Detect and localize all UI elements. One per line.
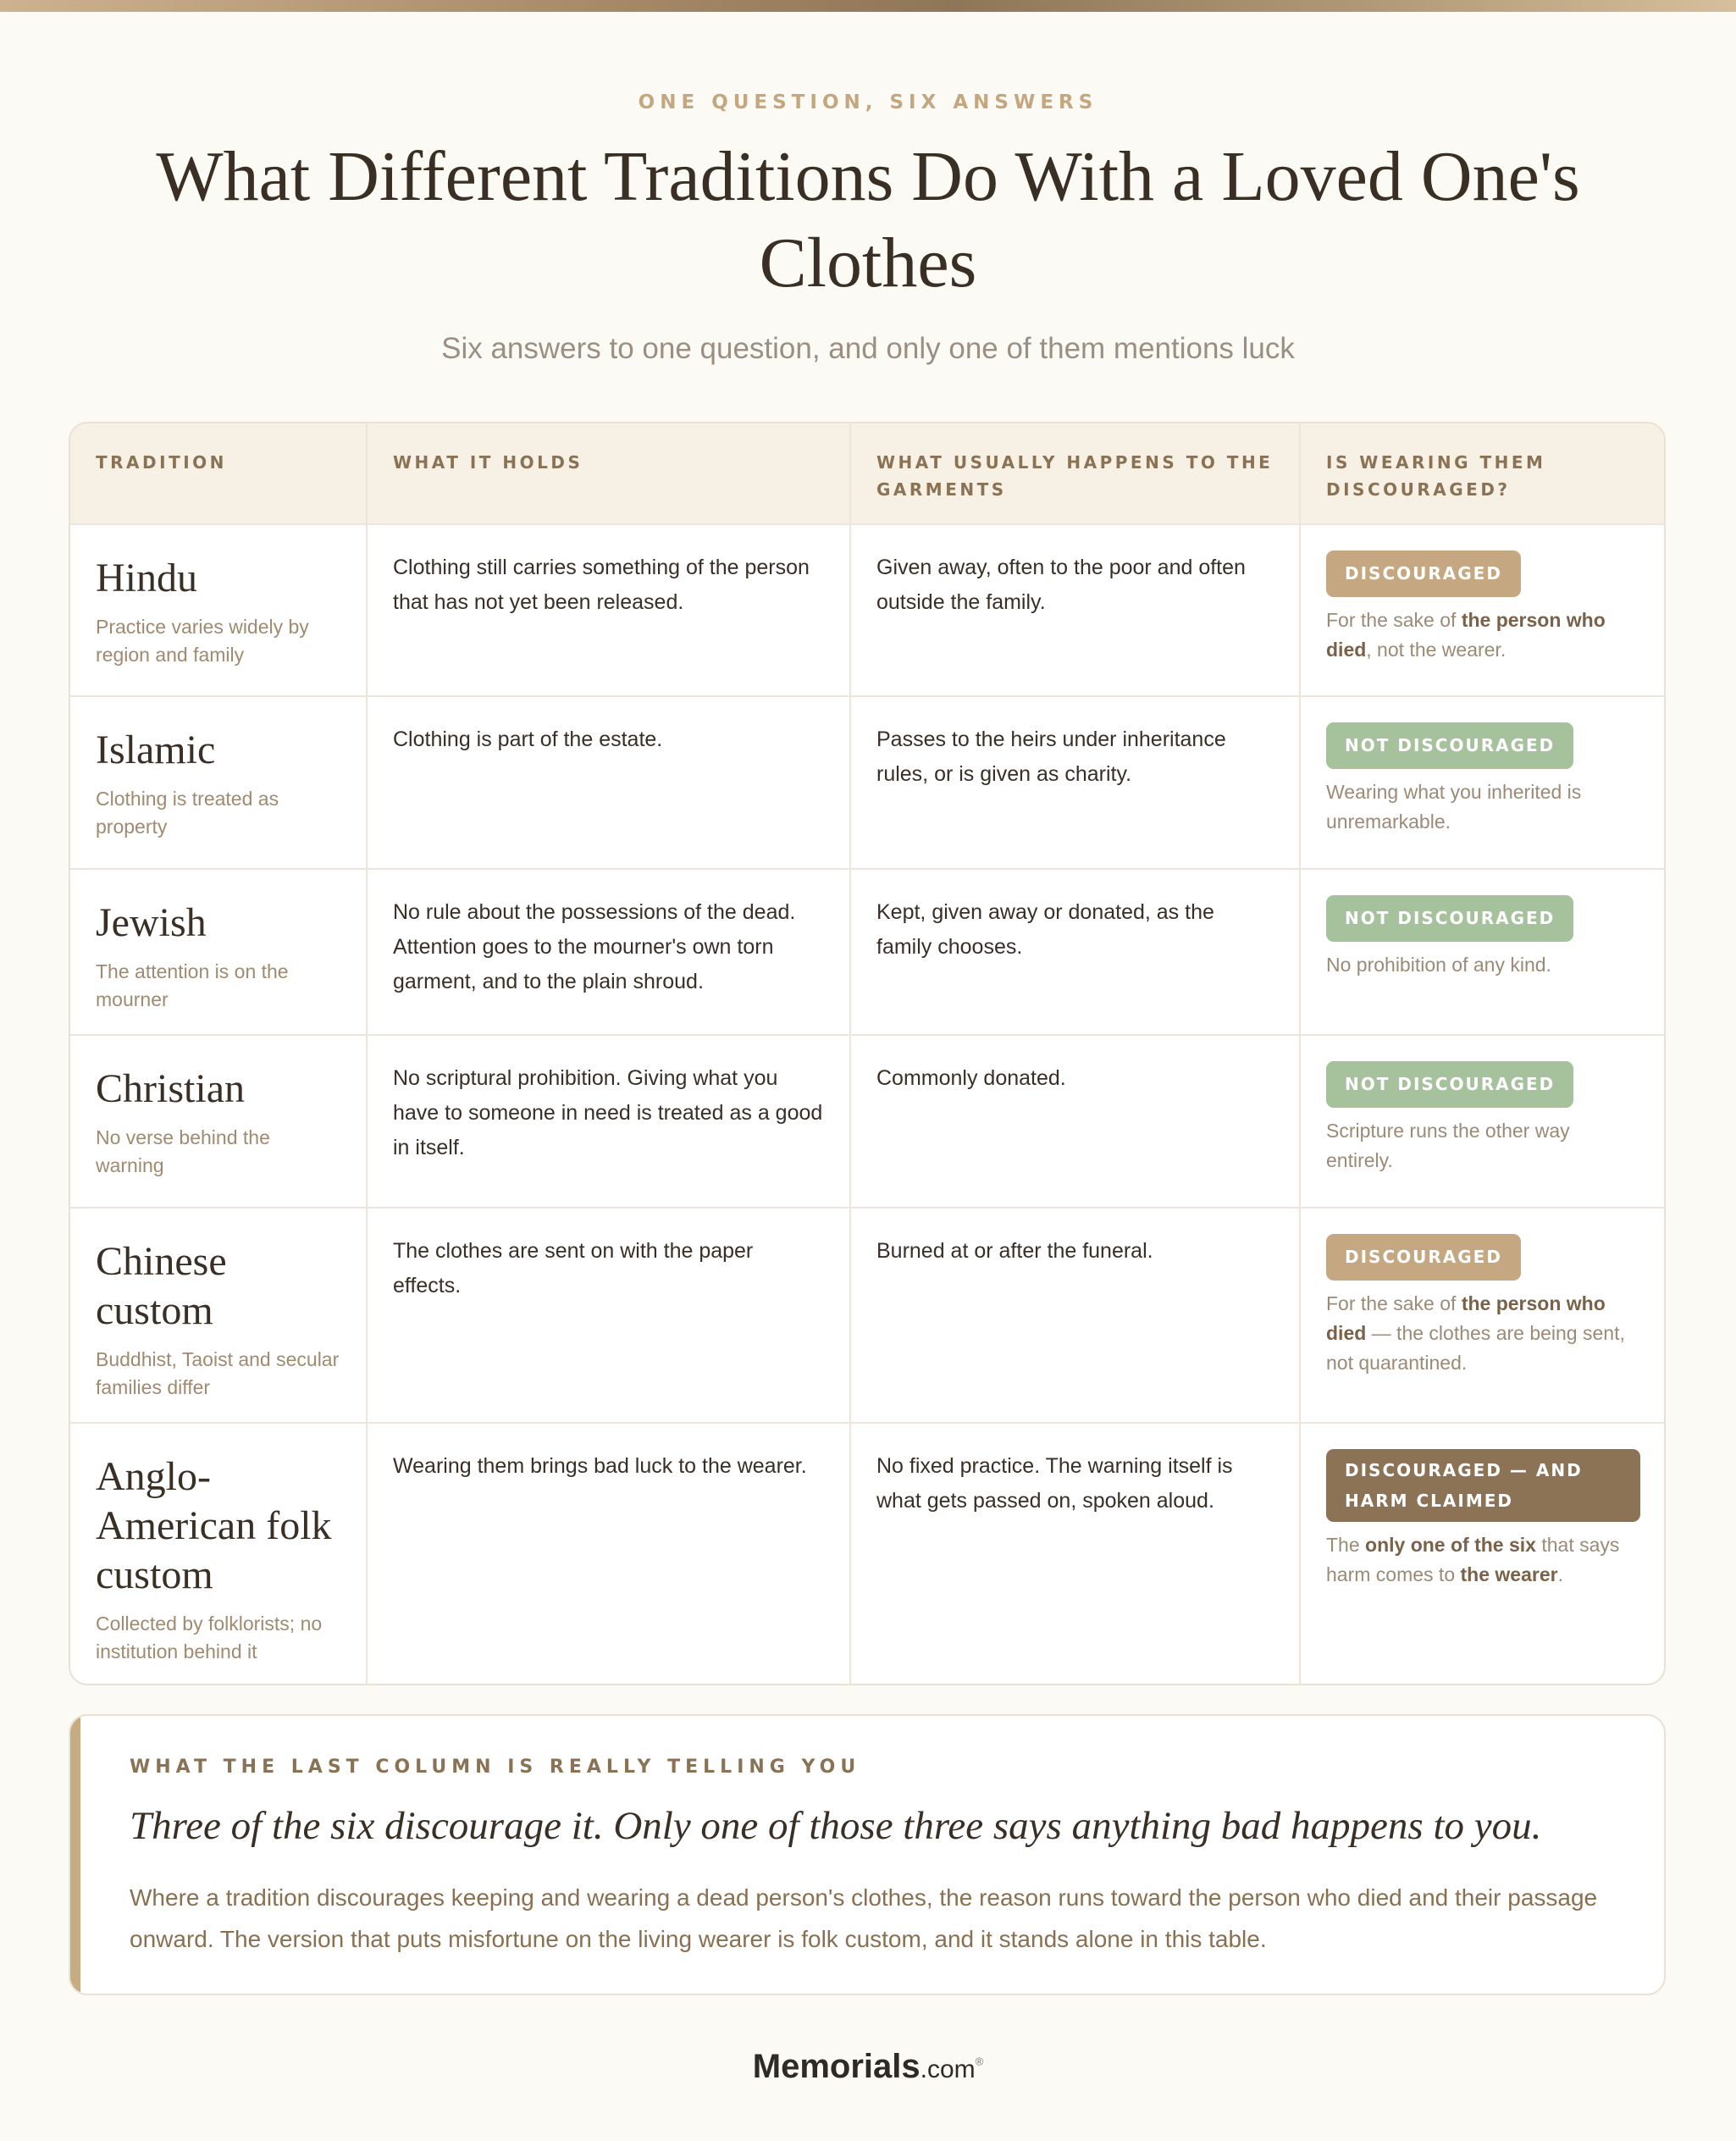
traditions-table bbox=[69, 422, 1666, 1685]
callout-body: Where a tradition discourages keeping and wearing a dead person's clothes, the reason runs toward the person who died and their passage onward. The version that puts misfortune on the living wearer is folk custom, and it stands alone in this table. bbox=[130, 1884, 1598, 1952]
status-badge: DISCOURAGED — AND HARM CLAIMED bbox=[1326, 1449, 1640, 1522]
tradition-note: Buddhist, Taoist and secular families differ bbox=[96, 1348, 340, 1398]
holds-cell: Clothing still carries something of the person that has not yet been released. bbox=[368, 525, 851, 697]
tradition-cell-jewish bbox=[70, 870, 368, 1036]
happens-cell: Given away, often to the poor and often outside the family. bbox=[851, 525, 1301, 697]
tradition-name: Christian bbox=[96, 1066, 245, 1111]
happens-cell: Kept, given away or donated, as the family chooses. bbox=[851, 870, 1301, 1036]
logo-tld: .com bbox=[920, 2055, 976, 2083]
status-badge: DISCOURAGED bbox=[1326, 550, 1521, 597]
verdict-cell bbox=[1301, 870, 1664, 1036]
summary-callout bbox=[69, 1714, 1666, 1995]
tradition-name: Chinese custom bbox=[96, 1239, 227, 1333]
status-badge: NOT DISCOURAGED bbox=[1326, 895, 1573, 942]
happens-cell: Commonly donated. bbox=[851, 1036, 1301, 1209]
tradition-note: Practice varies widely by region and family bbox=[96, 616, 309, 666]
verdict-note: Scripture runs the other way entirely. bbox=[1326, 1120, 1570, 1171]
tradition-cell-anglo-american bbox=[70, 1424, 368, 1685]
status-badge: DISCOURAGED bbox=[1326, 1234, 1521, 1281]
verdict-note: The only one of the six that says harm comes to the wearer. bbox=[1326, 1534, 1620, 1585]
verdict-cell bbox=[1301, 1036, 1664, 1209]
top-accent-bar bbox=[0, 0, 1736, 12]
tradition-cell-islamic bbox=[70, 697, 368, 870]
header-what-it-holds: WHAT IT HOLDS bbox=[368, 423, 851, 525]
holds-cell: No rule about the possessions of the dead. Attention goes to the mourner's own torn garment, and to the plain shroud. bbox=[368, 870, 851, 1036]
verdict-note: For the sake of the person who died — the clothes are being sent, not quarantined. bbox=[1326, 1292, 1625, 1374]
memorials-logo bbox=[0, 2048, 1736, 2086]
status-badge: NOT DISCOURAGED bbox=[1326, 1061, 1573, 1108]
callout-quote: Three of the six discourage it. Only one of those three says anything bad happens to you. bbox=[130, 1804, 1542, 1848]
tradition-cell-christian bbox=[70, 1036, 368, 1209]
header-discouraged: IS WEARING THEM DISCOURAGED? bbox=[1301, 423, 1664, 525]
header-tradition: TRADITION bbox=[70, 423, 368, 525]
holds-cell: No scriptural prohibition. Giving what you have to someone in need is treated as a good in itself. bbox=[368, 1036, 851, 1209]
tradition-note: Clothing is treated as property bbox=[96, 788, 279, 838]
verdict-note: For the sake of the person who died, not the wearer. bbox=[1326, 609, 1606, 661]
tradition-note: Collected by folklorists; no institution behind it bbox=[96, 1613, 323, 1662]
eyebrow: ONE QUESTION, SIX ANSWERS bbox=[638, 91, 1098, 113]
tradition-name: Islamic bbox=[96, 727, 216, 772]
tradition-name: Anglo-American folk custom bbox=[96, 1454, 332, 1597]
callout-eyebrow: WHAT THE LAST COLUMN IS REALLY TELLING YOU bbox=[130, 1757, 861, 1778]
tradition-note: No verse behind the warning bbox=[96, 1126, 270, 1176]
page-title: What Different Traditions Do With a Loved One's Clothes bbox=[156, 137, 1580, 302]
page-subtitle: Six answers to one question, and only one of them mentions luck bbox=[441, 332, 1295, 365]
holds-cell: Clothing is part of the estate. bbox=[368, 697, 851, 870]
status-badge: NOT DISCOURAGED bbox=[1326, 722, 1573, 769]
tradition-name: Hindu bbox=[96, 556, 197, 600]
verdict-note: No prohibition of any kind. bbox=[1326, 954, 1551, 976]
logo-registered-mark: ® bbox=[975, 2055, 984, 2068]
verdict-cell bbox=[1301, 697, 1664, 870]
happens-cell: No fixed practice. The warning itself is what gets passed on, spoken aloud. bbox=[851, 1424, 1301, 1685]
tradition-cell-chinese bbox=[70, 1209, 368, 1424]
verdict-cell bbox=[1301, 525, 1664, 697]
verdict-cell bbox=[1301, 1424, 1664, 1685]
header-what-happens: WHAT USUALLY HAPPENS TO THE GARMENTS bbox=[851, 423, 1301, 525]
verdict-cell bbox=[1301, 1209, 1664, 1424]
holds-cell: The clothes are sent on with the paper effects. bbox=[368, 1209, 851, 1424]
logo-brand: Memorials bbox=[752, 2048, 921, 2085]
tradition-cell-hindu bbox=[70, 525, 368, 697]
verdict-note: Wearing what you inherited is unremarkable. bbox=[1326, 781, 1582, 833]
tradition-name: Jewish bbox=[96, 900, 207, 945]
happens-cell: Passes to the heirs under inheritance rules, or is given as charity. bbox=[851, 697, 1301, 870]
callout-accent-bar bbox=[70, 1716, 80, 1994]
happens-cell: Burned at or after the funeral. bbox=[851, 1209, 1301, 1424]
holds-cell: Wearing them brings bad luck to the wearer. bbox=[368, 1424, 851, 1685]
tradition-note: The attention is on the mourner bbox=[96, 960, 289, 1010]
